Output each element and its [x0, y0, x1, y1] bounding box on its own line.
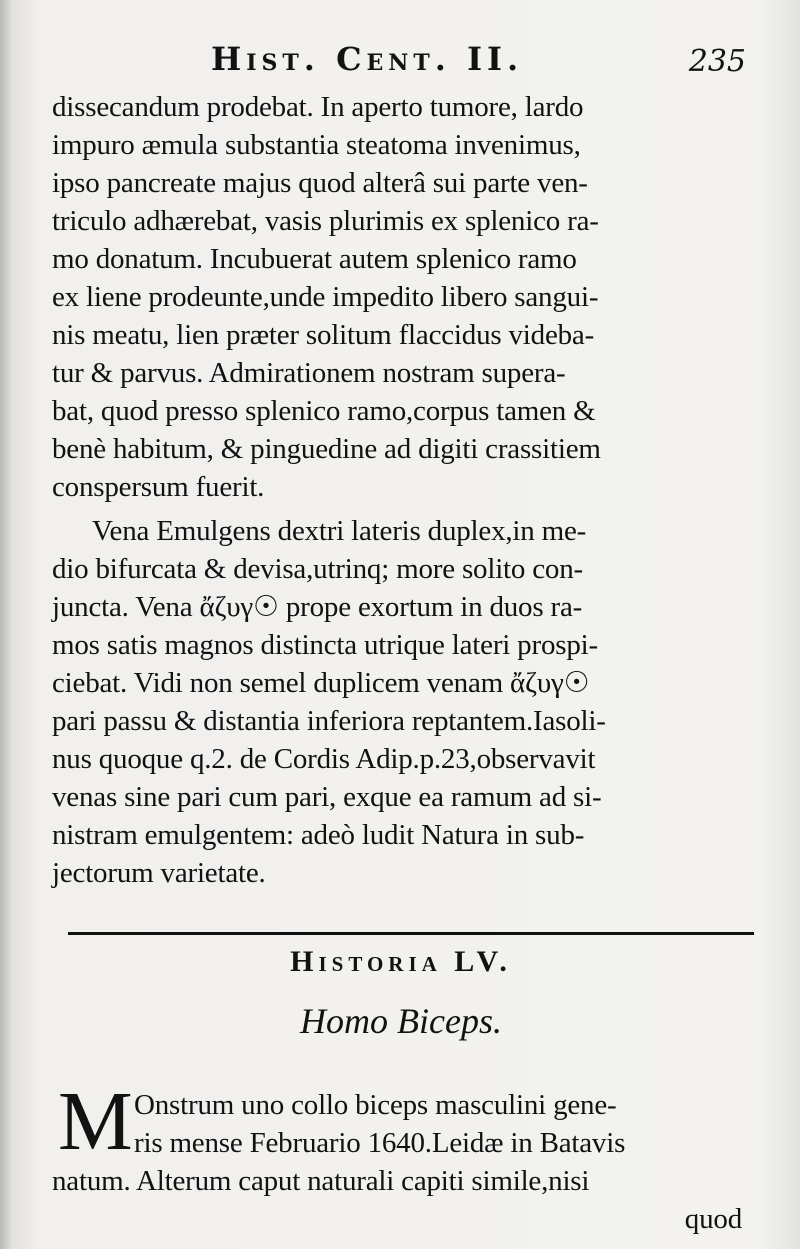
text-line: ex liene prodeunte,unde impedito libero sangui- — [52, 281, 599, 313]
text-line: mo donatum. Incubuerat autem splenico ramo — [52, 243, 577, 275]
page-number: 235 — [688, 44, 746, 79]
text-line: bat, quod presso splenico ramo,corpus tamen & — [52, 395, 596, 427]
text-line: triculo adhærebat, vasis plurimis ex splenico ra- — [52, 205, 599, 237]
text-line: jectorum varietate. — [52, 857, 266, 889]
text-line: pari passu & distantia inferiora reptantem.Iasoli- — [52, 705, 606, 737]
text-line: natum. Alterum caput naturali capiti simile,nisi — [52, 1165, 590, 1197]
text-line: ipso pancreate majus quod alterâ sui parte ven- — [52, 167, 588, 199]
running-title: Hist. Cent. II. — [211, 40, 524, 78]
text-line: conspersum fuerit. — [52, 471, 265, 503]
text-line: ciebat. Vidi non semel duplicem venam ἄζυγ☉ — [52, 667, 590, 699]
text-line: benè habitum, & pinguedine ad digiti crassitiem — [52, 433, 601, 465]
text-line: mos satis magnos distincta utrique lateri prospi- — [52, 629, 598, 661]
text-line: Vena Emulgens dextri lateris duplex,in me- — [92, 515, 587, 547]
text-line: nistram emulgentem: adeò ludit Natura in sub- — [52, 819, 585, 851]
running-head — [56, 40, 746, 90]
text-line: nis meatu, lien præter solitum flaccidus videba- — [52, 319, 595, 351]
text-line: ris mense Februario 1640.Leidæ in Batavis — [134, 1127, 626, 1159]
text-line: dio bifurcata & devisa,utrinq; more solito con- — [52, 553, 583, 585]
text-line: nus quoque q.2. de Cordis Adip.p.23,observavit — [52, 743, 596, 775]
drop-cap: M — [58, 1075, 133, 1168]
text-line: juncta. Vena ἄζυγ☉ prope exortum in duos ra- — [52, 591, 583, 623]
text-line: Onstrum uno collo biceps masculini gene- — [134, 1089, 617, 1121]
catchword: quod — [684, 1203, 742, 1235]
text-line: impuro æmula substantia steatoma invenimus, — [52, 129, 581, 161]
section-heading: Historia LV. — [290, 945, 512, 978]
page-gutter-shadow — [0, 0, 12, 1249]
text-line: tur & parvus. Admirationem nostram supera- — [52, 357, 566, 389]
text-line: dissecandum prodebat. In aperto tumore, lardo — [52, 91, 584, 123]
text-line: venas sine pari cum pari, exque ea ramum ad si- — [52, 781, 602, 813]
section-divider — [68, 932, 754, 935]
section-subtitle: Homo Biceps. — [300, 1001, 502, 1041]
